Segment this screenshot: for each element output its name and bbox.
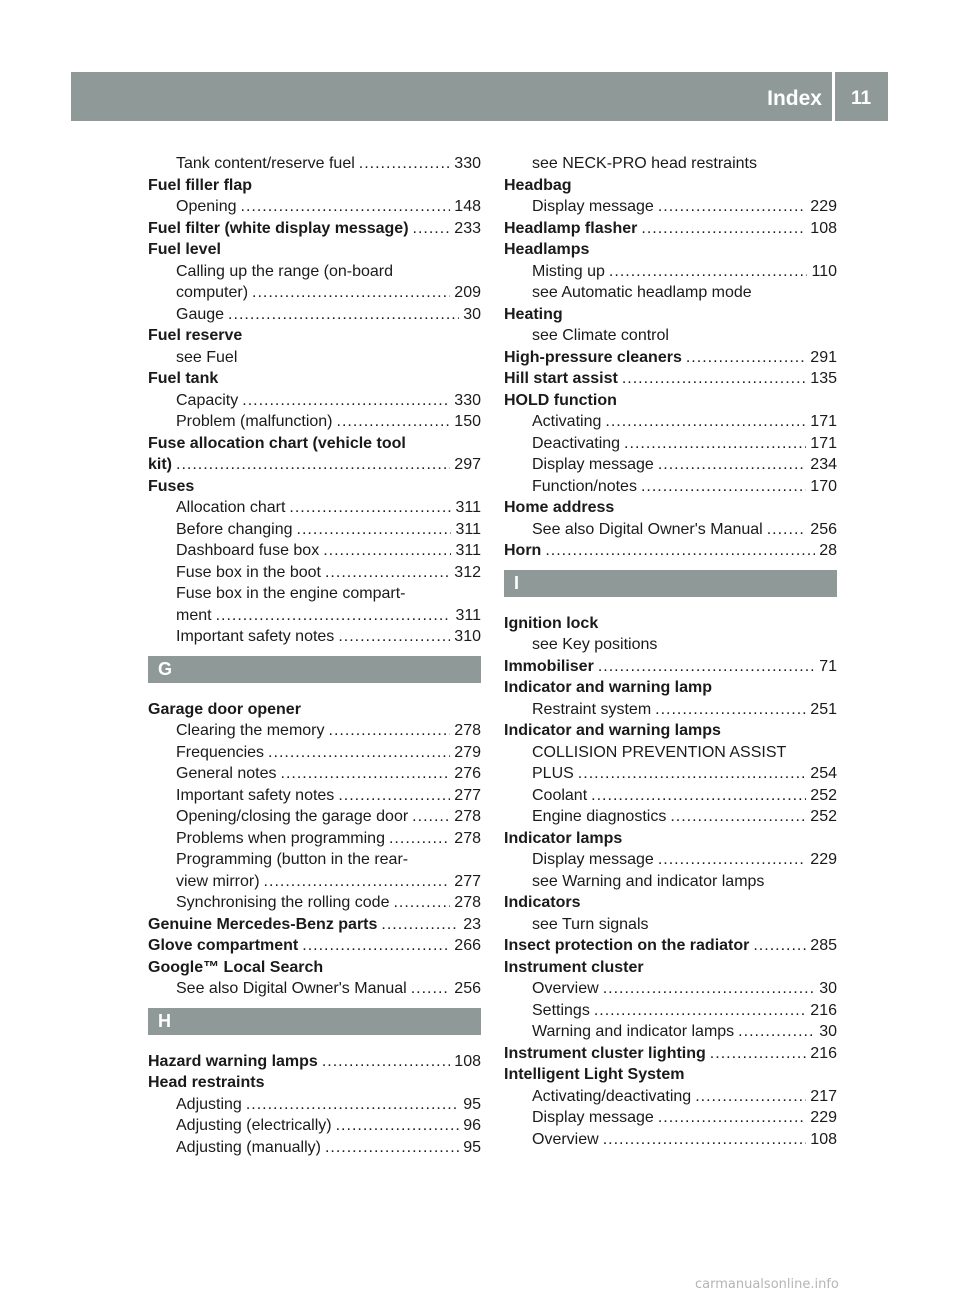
entry-label: Home address [504, 499, 615, 516]
index-entry [504, 656, 837, 678]
index-entry [148, 1051, 481, 1073]
entry-label: PLUS [532, 765, 574, 782]
section-header-h: H [148, 1008, 481, 1035]
index-entry [504, 957, 837, 979]
leader-dots [603, 1129, 807, 1151]
leader-dots [641, 476, 806, 498]
index-entry [504, 935, 837, 957]
index-subentry [504, 1021, 837, 1043]
index-entry [148, 454, 481, 476]
index-subentry [504, 699, 837, 721]
leader-dots [738, 1021, 815, 1043]
entry-label: Fuel reserve [148, 327, 243, 344]
index-entry [148, 914, 481, 936]
entry-page-number: 171 [810, 434, 837, 452]
entry-page-number: 108 [810, 1130, 837, 1148]
entry-page-number: 217 [810, 1087, 837, 1105]
page-number: 11 [850, 88, 872, 109]
leader-dots [264, 871, 451, 893]
index-subentry [148, 390, 481, 412]
index-subentry [504, 519, 837, 541]
entry-label: Ignition lock [504, 614, 599, 632]
entry-page-number: 312 [454, 563, 481, 581]
entry-label: Intelligent Light System [504, 1066, 685, 1083]
index-entry [504, 1043, 837, 1065]
leader-dots [338, 626, 450, 648]
entry-label: Synchronising the rolling code [176, 894, 390, 911]
index-entry [504, 368, 837, 390]
index-subentry [148, 849, 481, 871]
entry-label: Indicator lamps [504, 829, 623, 847]
index-subentry [148, 347, 481, 369]
entry-label: Important safety notes [176, 786, 335, 804]
leader-dots [598, 656, 815, 678]
leader-dots [389, 828, 450, 850]
index-entry [504, 613, 837, 635]
entry-page-number: 108 [810, 219, 837, 237]
entry-label: Coolant [532, 786, 588, 804]
entry-label: see Key positions [532, 636, 658, 653]
entry-label: Google™ Local Search [148, 958, 324, 976]
entry-label: General notes [176, 765, 277, 782]
entry-label: COLLISION PREVENTION ASSIST [532, 743, 787, 761]
index-entry [148, 368, 481, 390]
entry-page-number: 251 [810, 700, 837, 718]
leader-dots [281, 763, 451, 785]
index-subentry [504, 1107, 837, 1129]
index-entry [504, 218, 837, 240]
header-divider [832, 72, 835, 121]
entry-label: Problem (malfunction) [176, 413, 333, 430]
index-subentry [148, 282, 481, 304]
leader-dots [337, 411, 451, 433]
index-subentry [504, 411, 837, 433]
entry-label: High-pressure cleaners [504, 348, 682, 366]
entry-label: Adjusting [176, 1095, 242, 1113]
entry-page-number: 330 [454, 155, 481, 172]
leader-dots [297, 519, 452, 541]
entry-label: Function/notes [532, 477, 637, 495]
index-entry [148, 957, 481, 979]
index-subentry [148, 871, 481, 893]
entry-page-number: 135 [810, 370, 837, 387]
index-subentry [148, 196, 481, 218]
leader-dots [359, 153, 451, 175]
index-entry [148, 218, 481, 240]
index-entry [504, 540, 837, 562]
index-subentry [148, 1094, 481, 1116]
index-subentry [148, 562, 481, 584]
entry-page-number: 266 [454, 937, 481, 954]
entry-page-number: 311 [455, 542, 481, 559]
index-subentry [148, 497, 481, 519]
entry-page-number: 278 [454, 808, 481, 825]
entry-page-number: 233 [454, 219, 481, 237]
leader-dots [412, 806, 450, 828]
index-subentry [148, 304, 481, 326]
index-subentry [148, 806, 481, 828]
leader-dots [289, 497, 451, 519]
leader-dots [578, 763, 807, 785]
index-entry [504, 892, 837, 914]
entry-label: see Fuel [176, 348, 238, 366]
entry-page-number: 330 [454, 391, 481, 409]
entry-page-number: 276 [454, 765, 481, 782]
index-entry [504, 390, 837, 412]
entry-page-number: 108 [454, 1052, 481, 1070]
index-entry [504, 720, 837, 742]
entry-label: Activating [532, 413, 602, 430]
entry-page-number: 216 [810, 1001, 837, 1019]
entry-label: Dashboard fuse box [176, 542, 320, 559]
entry-page-number: 216 [810, 1044, 837, 1062]
leader-dots [241, 196, 451, 218]
entry-page-number: 285 [810, 937, 837, 954]
entry-label: Horn [504, 542, 542, 559]
entry-label: Headlamps [504, 241, 590, 258]
index-subentry [148, 519, 481, 541]
watermark: carmanualsonline.info [695, 1277, 839, 1292]
index-entry [504, 175, 837, 197]
leader-dots [411, 978, 451, 1000]
entry-page-number: 95 [463, 1095, 481, 1113]
index-entry [148, 239, 481, 261]
entry-label: Restraint system [532, 700, 652, 718]
entry-label: Activating/deactivating [532, 1087, 692, 1105]
entry-label: Settings [532, 1001, 590, 1019]
entry-page-number: 110 [811, 262, 837, 280]
leader-dots [176, 454, 450, 476]
entry-label: view mirror) [176, 872, 260, 890]
index-subentry [148, 153, 481, 175]
entry-page-number: 311 [455, 499, 481, 516]
entry-label: Important safety notes [176, 628, 335, 645]
index-subentry [148, 540, 481, 562]
leader-dots [609, 261, 808, 283]
leader-dots [381, 914, 459, 936]
entry-label: see Climate control [532, 327, 669, 344]
entry-label: Fuse allocation chart (vehicle tool [148, 434, 406, 452]
index-subentry [504, 476, 837, 498]
entry-label: HOLD function [504, 391, 617, 409]
leader-dots [325, 1137, 459, 1159]
index-subentry [504, 153, 837, 175]
index-subentry [504, 433, 837, 455]
leader-dots [302, 935, 450, 957]
index-entry [148, 476, 481, 498]
entry-label: Indicator and warning lamp [504, 679, 713, 696]
index-entry [504, 497, 837, 519]
leader-dots [658, 1107, 806, 1129]
entry-label: Misting up [532, 262, 605, 280]
index-subentry [148, 1115, 481, 1137]
entry-label: Display message [532, 851, 654, 868]
entry-page-number: 311 [455, 520, 481, 538]
entry-label: Opening/closing the garage door [176, 808, 409, 825]
entry-label: Programming (button in the rear- [176, 851, 409, 868]
entry-label: Calling up the range (on-board [176, 262, 394, 280]
entry-label: Problems when programming [176, 829, 385, 847]
leader-dots [246, 1094, 459, 1116]
entry-page-number: 256 [454, 980, 481, 997]
index-entry [148, 325, 481, 347]
index-subentry [504, 849, 837, 871]
entry-label: Immobiliser [504, 657, 594, 675]
index-subentry [148, 785, 481, 807]
leader-dots [329, 720, 451, 742]
index-subentry [148, 626, 481, 648]
leader-dots [695, 1086, 806, 1108]
index-entry [504, 304, 837, 326]
entry-label: Display message [532, 456, 654, 473]
entry-label: Before changing [176, 520, 293, 538]
entry-page-number: 28 [819, 542, 837, 559]
leader-dots [545, 540, 815, 562]
entry-page-number: 23 [463, 915, 481, 933]
index-subentry [504, 261, 837, 283]
leader-dots [624, 433, 806, 455]
entry-label: computer) [176, 284, 249, 301]
index-subentry [148, 720, 481, 742]
entry-page-number: 148 [454, 198, 481, 215]
index-subentry [504, 914, 837, 936]
index-subentry [504, 325, 837, 347]
index-column-right [504, 153, 837, 1150]
entry-label: Display message [532, 1109, 654, 1126]
entry-label: Adjusting (manually) [176, 1138, 321, 1156]
entry-label: Display message [532, 198, 654, 215]
leader-dots [655, 699, 806, 721]
index-column-left [148, 153, 481, 1158]
entry-page-number: 229 [810, 198, 837, 215]
leader-dots [753, 935, 806, 957]
entry-label: Capacity [176, 391, 239, 409]
entry-page-number: 30 [463, 305, 481, 323]
entry-label: Fuse box in the boot [176, 563, 321, 581]
index-subentry [148, 411, 481, 433]
entry-label: Adjusting (electrically) [176, 1117, 332, 1134]
leader-dots [603, 978, 816, 1000]
index-entry [148, 1072, 481, 1094]
entry-label: Headlamp flasher [504, 219, 638, 237]
section-header-g: G [148, 656, 481, 683]
leader-dots [322, 1051, 450, 1073]
entry-label: Indicator and warning lamps [504, 722, 721, 739]
leader-dots [710, 1043, 807, 1065]
index-subentry [148, 583, 481, 605]
entry-label: Fuel filler flap [148, 176, 253, 194]
entry-label: Hazard warning lamps [148, 1052, 318, 1070]
index-entry [148, 433, 481, 455]
leader-dots [605, 411, 806, 433]
entry-label: Clearing the memory [176, 722, 325, 739]
leader-dots [658, 454, 806, 476]
index-subentry [504, 806, 837, 828]
index-subentry [504, 634, 837, 656]
index-subentry [148, 828, 481, 850]
index-entry [504, 1064, 837, 1086]
index-subentry [504, 763, 837, 785]
entry-label: ment [176, 606, 212, 624]
entry-page-number: 278 [454, 722, 481, 739]
entry-page-number: 279 [454, 743, 481, 761]
entry-label: Glove compartment [148, 937, 299, 954]
leader-dots [242, 390, 450, 412]
entry-label: Fuel tank [148, 370, 219, 387]
entry-page-number: 71 [819, 657, 837, 675]
entry-page-number: 297 [454, 456, 481, 473]
index-subentry [148, 892, 481, 914]
entry-label: Fuses [148, 477, 195, 495]
entry-page-number: 30 [819, 980, 837, 997]
entry-label: Fuse box in the engine compart- [176, 585, 406, 602]
entry-label: Instrument cluster [504, 958, 644, 976]
index-subentry [504, 282, 837, 304]
entry-label: see Turn signals [532, 915, 649, 933]
entry-page-number: 234 [810, 456, 837, 473]
entry-page-number: 254 [810, 765, 837, 782]
index-subentry [148, 1137, 481, 1159]
leader-dots [767, 519, 807, 541]
entry-page-number: 95 [463, 1138, 481, 1156]
section-header-i: I [504, 570, 837, 597]
entry-label: see Warning and indicator lamps [532, 872, 765, 890]
entry-label: Insect protection on the radiator [504, 937, 750, 954]
entry-label: Tank content/reserve fuel [176, 155, 355, 172]
index-entry [504, 347, 837, 369]
entry-page-number: 310 [454, 628, 481, 645]
index-entry [504, 828, 837, 850]
leader-dots [658, 849, 806, 871]
index-subentry [148, 605, 481, 627]
leader-dots [216, 605, 452, 627]
index-entry [148, 699, 481, 721]
entry-label: Instrument cluster lighting [504, 1044, 706, 1062]
entry-page-number: 170 [810, 477, 837, 495]
entry-page-number: 278 [454, 894, 481, 911]
entry-label: Engine diagnostics [532, 808, 667, 825]
index-subentry [504, 1000, 837, 1022]
leader-dots [323, 540, 451, 562]
entry-page-number: 311 [455, 606, 481, 624]
entry-label: Genuine Mercedes-Benz parts [148, 915, 378, 933]
entry-label: Fuel filter (white display message) [148, 219, 409, 237]
header-title: Index [767, 87, 822, 110]
entry-page-number: 277 [454, 786, 481, 804]
index-subentry [148, 763, 481, 785]
entry-page-number: 96 [463, 1117, 481, 1134]
index-subentry [504, 196, 837, 218]
entry-label: See also Digital Owner's Manual [176, 980, 407, 997]
entry-label: Garage door opener [148, 700, 301, 718]
leader-dots [393, 892, 450, 914]
entry-page-number: 150 [454, 413, 481, 430]
entry-label: see NECK-PRO head restraints [532, 155, 757, 172]
leader-dots [594, 1000, 806, 1022]
leader-dots [268, 742, 450, 764]
leader-dots [228, 304, 459, 326]
entry-label: Frequencies [176, 743, 265, 761]
entry-label: Hill start assist [504, 370, 618, 387]
index-subentry [148, 978, 481, 1000]
leader-dots [670, 806, 806, 828]
entry-label: Deactivating [532, 434, 621, 452]
entry-label: Overview [532, 980, 599, 997]
leader-dots [325, 562, 450, 584]
leader-dots [591, 785, 806, 807]
index-entry [504, 677, 837, 699]
leader-dots [658, 196, 806, 218]
entry-page-number: 252 [810, 808, 837, 825]
leader-dots [622, 368, 806, 390]
entry-label: Opening [176, 198, 237, 215]
entry-label: Gauge [176, 305, 225, 323]
index-subentry [148, 261, 481, 283]
entry-page-number: 30 [819, 1023, 837, 1040]
entry-label: Heating [504, 305, 563, 323]
index-subentry [504, 785, 837, 807]
entry-label: kit) [148, 456, 172, 473]
entry-page-number: 229 [810, 851, 837, 868]
entry-label: Headbag [504, 176, 572, 194]
index-subentry [504, 742, 837, 764]
entry-label: Allocation chart [176, 499, 286, 516]
entry-label: Warning and indicator lamps [532, 1023, 735, 1040]
index-subentry [504, 1086, 837, 1108]
index-subentry [504, 1129, 837, 1151]
leader-dots [413, 218, 451, 240]
index-subentry [504, 978, 837, 1000]
entry-page-number: 256 [810, 520, 837, 538]
leader-dots [336, 1115, 460, 1137]
entry-page-number: 229 [810, 1109, 837, 1126]
entry-page-number: 278 [454, 829, 481, 847]
index-subentry [148, 742, 481, 764]
index-subentry [504, 871, 837, 893]
leader-dots [686, 347, 806, 369]
leader-dots [338, 785, 450, 807]
leader-dots [641, 218, 806, 240]
index-entry [504, 239, 837, 261]
entry-label: Fuel level [148, 241, 221, 258]
entry-label: Head restraints [148, 1074, 265, 1091]
entry-page-number: 209 [454, 284, 481, 301]
entry-label: Overview [532, 1130, 599, 1148]
entry-page-number: 252 [810, 786, 837, 804]
index-subentry [504, 454, 837, 476]
entry-page-number: 171 [810, 413, 837, 430]
entry-page-number: 291 [810, 348, 837, 366]
entry-page-number: 277 [454, 872, 481, 890]
index-entry [148, 935, 481, 957]
entry-label: Indicators [504, 894, 581, 911]
index-entry [148, 175, 481, 197]
entry-label: see Automatic headlamp mode [532, 284, 752, 301]
entry-label: See also Digital Owner's Manual [532, 520, 763, 538]
leader-dots [252, 282, 450, 304]
